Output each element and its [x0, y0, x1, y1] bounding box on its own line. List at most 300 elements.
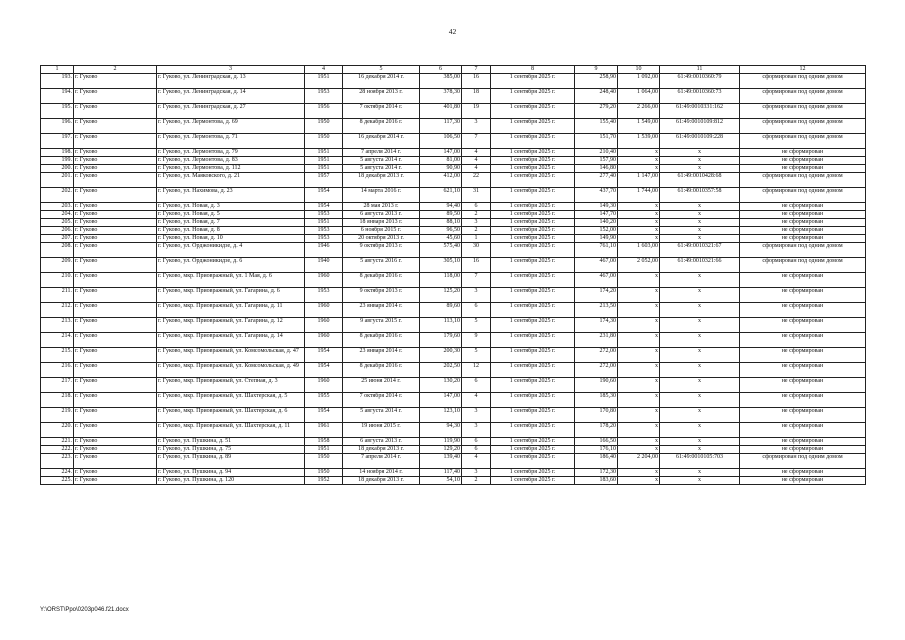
row-number-cell: 194.	[41, 89, 74, 104]
land-area-cell: х	[618, 211, 660, 219]
address-cell: г. Гуково, ул. Новая, д. 10	[157, 235, 305, 243]
deadline-cell: 1 сентября 2025 г.	[491, 348, 575, 363]
survey-date-cell: 7 апреля 2014 г.	[343, 454, 420, 469]
residents-cell: 30	[462, 243, 491, 258]
address-cell: г. Гуково, ул. Пушкина, д. 75	[157, 446, 305, 454]
table-row	[41, 89, 866, 104]
land-status-cell: не сформирован	[740, 165, 866, 173]
municipality-cell: г. Гуково	[74, 149, 157, 157]
land-area-cell: х	[618, 149, 660, 157]
cadastral-number-cell: х	[660, 227, 740, 235]
residents-cell: 22	[462, 173, 491, 188]
land-status-cell: не сформирован	[740, 211, 866, 219]
table-row	[41, 288, 866, 303]
row-number-cell: 197.	[41, 134, 74, 149]
table-row	[41, 173, 866, 188]
municipality-cell: г. Гуково	[74, 393, 157, 408]
cost-cell: 174,20	[575, 288, 618, 303]
deadline-cell: 1 сентября 2025 г.	[491, 477, 575, 485]
cost-cell: 140,20	[575, 219, 618, 227]
cost-cell: 467,00	[575, 258, 618, 273]
address-cell: г. Гуково, ул. Новая, д. 7	[157, 219, 305, 227]
deadline-cell: 1 сентября 2025 г.	[491, 157, 575, 165]
row-number-cell: 204.	[41, 211, 74, 219]
row-number-cell: 199.	[41, 157, 74, 165]
area-cell: 378,30	[420, 89, 462, 104]
address-cell: г. Гуково, ул. Пушкина, д. 94	[157, 469, 305, 477]
column-header: 8	[491, 66, 575, 74]
cost-cell: 258,90	[575, 74, 618, 89]
deadline-cell: 1 сентября 2025 г.	[491, 446, 575, 454]
land-status-cell: не сформирован	[740, 203, 866, 211]
table-row	[41, 235, 866, 243]
build-year-cell: 1953	[305, 211, 343, 219]
residents-cell: 3	[462, 219, 491, 227]
area-cell: 412,00	[420, 173, 462, 188]
build-year-cell: 1940	[305, 258, 343, 273]
build-year-cell: 1952	[305, 477, 343, 485]
land-area-cell: х	[618, 157, 660, 165]
row-number-cell: 193.	[41, 74, 74, 89]
deadline-cell: 1 сентября 2025 г.	[491, 188, 575, 203]
deadline-cell: 1 сентября 2025 г.	[491, 243, 575, 258]
build-year-cell: 1957	[305, 173, 343, 188]
table-row	[41, 423, 866, 438]
build-year-cell: 1953	[305, 227, 343, 235]
deadline-cell: 1 сентября 2025 г.	[491, 219, 575, 227]
land-area-cell: х	[618, 288, 660, 303]
cadastral-number-cell: х	[660, 149, 740, 157]
address-cell: г. Гуково, мкр. Приовражный, ул. Гагарина, д. 14	[157, 333, 305, 348]
land-area-cell: х	[618, 318, 660, 333]
survey-date-cell: 5 августа 2016 г.	[343, 258, 420, 273]
cost-cell: 248,40	[575, 89, 618, 104]
cost-cell: 190,60	[575, 378, 618, 393]
row-number-cell: 221.	[41, 438, 74, 446]
column-header: 5	[343, 66, 420, 74]
row-number-cell: 205.	[41, 219, 74, 227]
cost-cell: 186,40	[575, 454, 618, 469]
file-path-footer: Y:\ORST\Ppo\0203p046.f21.docx	[40, 607, 129, 613]
build-year-cell: 1951	[305, 157, 343, 165]
area-cell: 89,50	[420, 211, 462, 219]
survey-date-cell: 20 октября 2013 г.	[343, 235, 420, 243]
land-status-cell: сформирован под одним домом	[740, 104, 866, 119]
cadastral-number-cell: 61:49:0010331:162	[660, 104, 740, 119]
cadastral-number-cell: х	[660, 211, 740, 219]
address-cell: г. Гуково, ул. Пушкина, д. 51	[157, 438, 305, 446]
deadline-cell: 1 сентября 2025 г.	[491, 318, 575, 333]
address-cell: г. Гуково, ул. Лермонтова, д. 112	[157, 165, 305, 173]
land-status-cell: не сформирован	[740, 477, 866, 485]
cost-cell: 272,00	[575, 363, 618, 378]
cost-cell: 155,40	[575, 119, 618, 134]
survey-date-cell: 6 ноября 2015 г.	[343, 227, 420, 235]
land-status-cell: сформирован под одним домом	[740, 258, 866, 273]
address-cell: г. Гуково, мкр. Приовражный, ул. Шахтерская, д. 11	[157, 423, 305, 438]
survey-date-cell: 14 марта 2016 г.	[343, 188, 420, 203]
survey-date-cell: 18 декабря 2013 г.	[343, 446, 420, 454]
area-cell: 106,50	[420, 134, 462, 149]
row-number-cell: 198.	[41, 149, 74, 157]
area-cell: 575,40	[420, 243, 462, 258]
deadline-cell: 1 сентября 2025 г.	[491, 227, 575, 235]
address-cell: г. Гуково, мкр. Приовражный, ул. Степная, д. 3	[157, 378, 305, 393]
cost-cell: 152,00	[575, 227, 618, 235]
table-row	[41, 477, 866, 485]
deadline-cell: 1 сентября 2025 г.	[491, 165, 575, 173]
land-status-cell: не сформирован	[740, 393, 866, 408]
residents-cell: 18	[462, 89, 491, 104]
row-number-cell: 214.	[41, 333, 74, 348]
land-area-cell: х	[618, 333, 660, 348]
land-status-cell: не сформирован	[740, 318, 866, 333]
row-number-cell: 213.	[41, 318, 74, 333]
residents-cell: 16	[462, 258, 491, 273]
deadline-cell: 1 сентября 2025 г.	[491, 119, 575, 134]
address-cell: г. Гуково, ул. Лермонтова, д. 83	[157, 157, 305, 165]
address-cell: г. Гуково, мкр. Приовражный, ул. Гагарина, д. 6	[157, 288, 305, 303]
cost-cell: 146,80	[575, 165, 618, 173]
table-row	[41, 318, 866, 333]
cost-cell: 185,30	[575, 393, 618, 408]
deadline-cell: 1 сентября 2025 г.	[491, 423, 575, 438]
survey-date-cell: 23 января 2014 г.	[343, 348, 420, 363]
cadastral-number-cell: 61:49:0010321:67	[660, 243, 740, 258]
land-area-cell: х	[618, 408, 660, 423]
residents-cell: 4	[462, 157, 491, 165]
cadastral-number-cell: х	[660, 203, 740, 211]
row-number-cell: 216.	[41, 363, 74, 378]
row-number-cell: 208.	[41, 243, 74, 258]
deadline-cell: 1 сентября 2025 г.	[491, 104, 575, 119]
table-row	[41, 348, 866, 363]
deadline-cell: 1 сентября 2025 г.	[491, 258, 575, 273]
land-area-cell: 2 204,00	[618, 454, 660, 469]
cost-cell: 176,10	[575, 446, 618, 454]
land-area-cell: х	[618, 446, 660, 454]
residents-cell: 9	[462, 333, 491, 348]
residents-cell: 6	[462, 438, 491, 446]
area-cell: 118,00	[420, 273, 462, 288]
land-status-cell: не сформирован	[740, 348, 866, 363]
deadline-cell: 1 сентября 2025 г.	[491, 134, 575, 149]
row-number-cell: 215.	[41, 348, 74, 363]
municipality-cell: г. Гуково	[74, 243, 157, 258]
land-area-cell: х	[618, 423, 660, 438]
cost-cell: 147,70	[575, 211, 618, 219]
address-cell: г. Гуково, ул. Орджоникидзе, д. 6	[157, 258, 305, 273]
page-number: 42	[448, 27, 457, 36]
deadline-cell: 1 сентября 2025 г.	[491, 203, 575, 211]
row-number-cell: 218.	[41, 393, 74, 408]
table-row	[41, 188, 866, 203]
deadline-cell: 1 сентября 2025 г.	[491, 149, 575, 157]
build-year-cell: 1960	[305, 333, 343, 348]
municipality-cell: г. Гуково	[74, 188, 157, 203]
table-row	[41, 149, 866, 157]
land-area-cell: х	[618, 203, 660, 211]
survey-date-cell: 7 октября 2014 г.	[343, 104, 420, 119]
area-cell: 385,00	[420, 74, 462, 89]
survey-date-cell: 19 июня 2015 г.	[343, 423, 420, 438]
table-row	[41, 333, 866, 348]
area-cell: 179,60	[420, 333, 462, 348]
land-status-cell: не сформирован	[740, 438, 866, 446]
municipality-cell: г. Гуково	[74, 227, 157, 235]
address-cell: г. Гуково, ул. Ленинградская, д. 14	[157, 89, 305, 104]
cost-cell: 231,80	[575, 333, 618, 348]
area-cell: 123,10	[420, 408, 462, 423]
cost-cell: 213,50	[575, 303, 618, 318]
municipality-cell: г. Гуково	[74, 74, 157, 89]
table-row	[41, 393, 866, 408]
table-row	[41, 104, 866, 119]
survey-date-cell: 23 января 2014 г.	[343, 303, 420, 318]
area-cell: 88,10	[420, 219, 462, 227]
cadastral-number-cell: х	[660, 477, 740, 485]
row-number-cell: 203.	[41, 203, 74, 211]
build-year-cell: 1951	[305, 219, 343, 227]
cost-cell: 467,00	[575, 273, 618, 288]
land-area-cell: х	[618, 438, 660, 446]
deadline-cell: 1 сентября 2025 г.	[491, 393, 575, 408]
survey-date-cell: 9 октября 2013 г.	[343, 288, 420, 303]
area-cell: 305,10	[420, 258, 462, 273]
deadline-cell: 1 сентября 2025 г.	[491, 288, 575, 303]
land-status-cell: не сформирован	[740, 469, 866, 477]
land-status-cell: сформирован под одним домом	[740, 243, 866, 258]
land-area-cell: х	[618, 303, 660, 318]
table-row	[41, 303, 866, 318]
land-area-cell: х	[618, 469, 660, 477]
municipality-cell: г. Гуково	[74, 469, 157, 477]
land-area-cell: х	[618, 219, 660, 227]
cadastral-number-cell: х	[660, 446, 740, 454]
municipality-cell: г. Гуково	[74, 423, 157, 438]
column-header: 6	[420, 66, 462, 74]
residents-cell: 16	[462, 74, 491, 89]
land-area-cell: 1 744,00	[618, 188, 660, 203]
address-cell: г. Гуково, мкр. Приовражный, ул. Комсомольская, д. 47	[157, 348, 305, 363]
address-cell: г. Гуково, мкр. Приовражный, ул. Шахтерская, д. 5	[157, 393, 305, 408]
table-row	[41, 119, 866, 134]
land-area-cell: х	[618, 393, 660, 408]
address-cell: г. Гуково, ул. Орджоникидзе, д. 4	[157, 243, 305, 258]
area-cell: 401,80	[420, 104, 462, 119]
cost-cell: 210,40	[575, 149, 618, 157]
municipality-cell: г. Гуково	[74, 104, 157, 119]
build-year-cell: 1960	[305, 378, 343, 393]
area-cell: 202,50	[420, 363, 462, 378]
build-year-cell: 1951	[305, 149, 343, 157]
land-status-cell: сформирован под одним домом	[740, 119, 866, 134]
survey-date-cell: 5 августа 2014 г.	[343, 165, 420, 173]
land-status-cell: не сформирован	[740, 227, 866, 235]
municipality-cell: г. Гуково	[74, 454, 157, 469]
area-cell: 147,00	[420, 149, 462, 157]
municipality-cell: г. Гуково	[74, 203, 157, 211]
municipality-cell: г. Гуково	[74, 157, 157, 165]
deadline-cell: 1 сентября 2025 г.	[491, 333, 575, 348]
cadastral-number-cell: 61:49:0010360:79	[660, 74, 740, 89]
column-header: 12	[740, 66, 866, 74]
municipality-cell: г. Гуково	[74, 477, 157, 485]
build-year-cell: 1954	[305, 188, 343, 203]
survey-date-cell: 18 декабря 2013 г.	[343, 173, 420, 188]
address-cell: г. Гуково, мкр. Приовражный, ул. Комсомольская, д. 49	[157, 363, 305, 378]
build-year-cell: 1956	[305, 104, 343, 119]
table-row	[41, 74, 866, 89]
land-status-cell: не сформирован	[740, 303, 866, 318]
row-number-cell: 222.	[41, 446, 74, 454]
survey-date-cell: 9 августа 2015 г.	[343, 318, 420, 333]
survey-date-cell: 14 ноября 2014 г.	[343, 469, 420, 477]
municipality-cell: г. Гуково	[74, 438, 157, 446]
cadastral-number-cell: х	[660, 288, 740, 303]
area-cell: 125,20	[420, 288, 462, 303]
municipality-cell: г. Гуково	[74, 165, 157, 173]
municipality-cell: г. Гуково	[74, 288, 157, 303]
land-status-cell: не сформирован	[740, 235, 866, 243]
build-year-cell: 1950	[305, 119, 343, 134]
deadline-cell: 1 сентября 2025 г.	[491, 408, 575, 423]
residents-cell: 7	[462, 134, 491, 149]
area-cell: 96,50	[420, 227, 462, 235]
area-cell: 621,10	[420, 188, 462, 203]
row-number-cell: 201.	[41, 173, 74, 188]
deadline-cell: 1 сентября 2025 г.	[491, 211, 575, 219]
row-number-cell: 209.	[41, 258, 74, 273]
residents-cell: 6	[462, 446, 491, 454]
land-status-cell: не сформирован	[740, 219, 866, 227]
municipality-cell: г. Гуково	[74, 119, 157, 134]
area-cell: 117,30	[420, 119, 462, 134]
land-area-cell: х	[618, 165, 660, 173]
address-cell: г. Гуково, ул. Новая, д. 3	[157, 203, 305, 211]
row-number-cell: 210.	[41, 273, 74, 288]
build-year-cell: 1954	[305, 348, 343, 363]
cadastral-number-cell: 61:49:0010105:703	[660, 454, 740, 469]
residents-cell: 4	[462, 149, 491, 157]
survey-date-cell: 7 апреля 2014 г.	[343, 149, 420, 157]
cadastral-number-cell: х	[660, 165, 740, 173]
cost-cell: 172,30	[575, 469, 618, 477]
column-header: 3	[157, 66, 305, 74]
municipality-cell: г. Гуково	[74, 211, 157, 219]
cost-cell: 277,40	[575, 173, 618, 188]
residents-cell: 6	[462, 203, 491, 211]
area-cell: 45,60	[420, 235, 462, 243]
land-area-cell: х	[618, 227, 660, 235]
residents-cell: 3	[462, 469, 491, 477]
area-cell: 54,10	[420, 477, 462, 485]
build-year-cell: 1958	[305, 438, 343, 446]
land-status-cell: сформирован под одним домом	[740, 173, 866, 188]
municipality-cell: г. Гуково	[74, 348, 157, 363]
cost-cell: 151,70	[575, 134, 618, 149]
address-cell: г. Гуково, ул. Лермонтова, д. 71	[157, 134, 305, 149]
cost-cell: 149,30	[575, 203, 618, 211]
municipality-cell: г. Гуково	[74, 378, 157, 393]
survey-date-cell: 8 декабря 2016 г.	[343, 273, 420, 288]
build-year-cell: 1954	[305, 203, 343, 211]
land-status-cell: сформирован под одним домом	[740, 74, 866, 89]
row-number-cell: 195.	[41, 104, 74, 119]
residents-cell: 2	[462, 211, 491, 219]
table-header-row	[41, 66, 866, 74]
land-status-cell: не сформирован	[740, 333, 866, 348]
table-row	[41, 243, 866, 258]
build-year-cell: 1951	[305, 446, 343, 454]
land-area-cell: х	[618, 363, 660, 378]
row-number-cell: 202.	[41, 188, 74, 203]
cadastral-number-cell: 61:49:0010360:73	[660, 89, 740, 104]
land-area-cell: 1 147,00	[618, 173, 660, 188]
address-cell: г. Гуково, ул. Лермонтова, д. 79	[157, 149, 305, 157]
build-year-cell: 1951	[305, 74, 343, 89]
cost-cell: 279,20	[575, 104, 618, 119]
municipality-cell: г. Гуково	[74, 318, 157, 333]
column-header: 2	[74, 66, 157, 74]
address-cell: г. Гуково, ул. Нахимова, д. 23	[157, 188, 305, 203]
land-area-cell: 1 539,00	[618, 134, 660, 149]
cadastral-number-cell: х	[660, 438, 740, 446]
municipality-cell: г. Гуково	[74, 446, 157, 454]
municipality-cell: г. Гуково	[74, 303, 157, 318]
row-number-cell: 200.	[41, 165, 74, 173]
area-cell: 119,90	[420, 438, 462, 446]
area-cell: 90,90	[420, 165, 462, 173]
address-cell: г. Гуково, ул. Ленинградская, д. 27	[157, 104, 305, 119]
survey-date-cell: 6 августа 2013 г.	[343, 211, 420, 219]
cadastral-number-cell: х	[660, 363, 740, 378]
area-cell: 129,20	[420, 446, 462, 454]
cadastral-number-cell: 61:49:0010321:66	[660, 258, 740, 273]
table-row	[41, 378, 866, 393]
build-year-cell: 1961	[305, 423, 343, 438]
land-area-cell: х	[618, 378, 660, 393]
land-status-cell: не сформирован	[740, 378, 866, 393]
address-cell: г. Гуково, мкр. Приовражный, ул. Шахтерская, д. 6	[157, 408, 305, 423]
row-number-cell: 206.	[41, 227, 74, 235]
municipality-cell: г. Гуково	[74, 89, 157, 104]
deadline-cell: 1 сентября 2025 г.	[491, 273, 575, 288]
column-header: 9	[575, 66, 618, 74]
municipality-cell: г. Гуково	[74, 408, 157, 423]
table-row	[41, 438, 866, 446]
build-year-cell: 1946	[305, 243, 343, 258]
table-row	[41, 157, 866, 165]
survey-date-cell: 8 декабря 2016 г.	[343, 119, 420, 134]
survey-date-cell: 7 октября 2014 г.	[343, 393, 420, 408]
area-cell: 139,40	[420, 454, 462, 469]
land-status-cell: сформирован под одним домом	[740, 89, 866, 104]
cadastral-number-cell: х	[660, 408, 740, 423]
survey-date-cell: 6 августа 2013 г.	[343, 438, 420, 446]
build-year-cell: 1955	[305, 393, 343, 408]
row-number-cell: 217.	[41, 378, 74, 393]
row-number-cell: 207.	[41, 235, 74, 243]
residents-cell: 2	[462, 227, 491, 235]
cost-cell: 437,70	[575, 188, 618, 203]
area-cell: 200,30	[420, 348, 462, 363]
residents-cell: 5	[462, 318, 491, 333]
municipality-cell: г. Гуково	[74, 235, 157, 243]
survey-date-cell: 25 июня 2014 г.	[343, 378, 420, 393]
column-header: 1	[41, 66, 74, 74]
land-area-cell: 1 549,00	[618, 119, 660, 134]
